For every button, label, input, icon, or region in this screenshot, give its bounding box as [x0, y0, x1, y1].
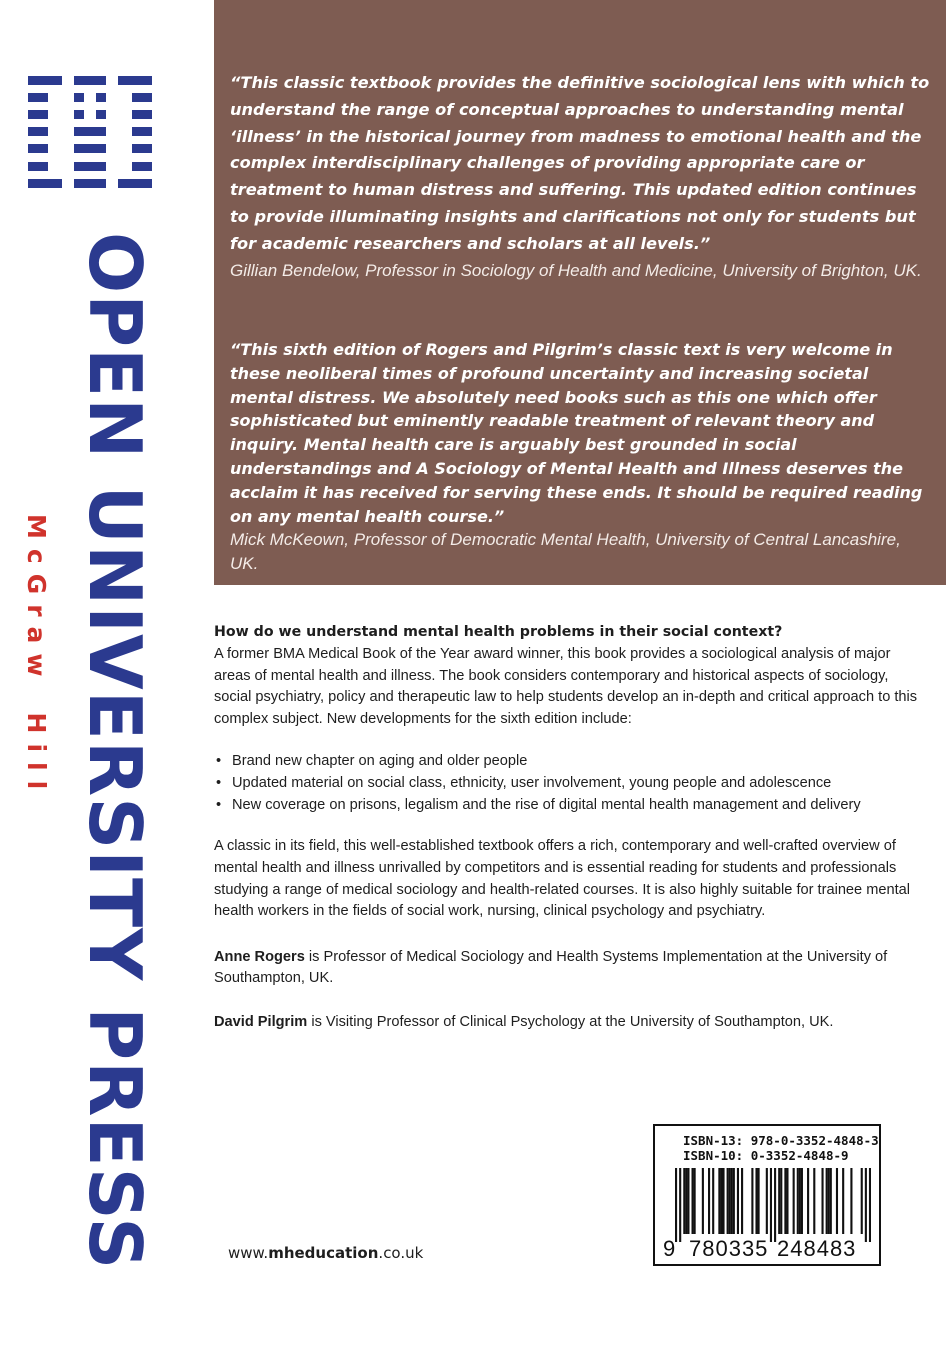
barcode-bar: [780, 1168, 782, 1234]
barcode-bar: [702, 1168, 704, 1234]
barcode-bar: [720, 1168, 722, 1234]
barcode-bar: [722, 1168, 724, 1234]
website-suffix: .co.uk: [378, 1244, 424, 1262]
barcode-bar: [731, 1168, 733, 1234]
barcode-bar: [683, 1168, 685, 1234]
barcode-bar: [679, 1168, 681, 1242]
author-bio: [214, 1012, 924, 1034]
website-domain: mheducation: [268, 1244, 379, 1262]
barcode-bar: [770, 1168, 772, 1242]
description-heading: How do we understand mental health problems in their social context?: [214, 624, 783, 640]
list-item: • Updated material on social class, ethnicity, user involvement, young people and adolescence: [214, 772, 924, 794]
barcode-bar: [801, 1168, 803, 1234]
barcode-bar: [865, 1168, 867, 1242]
isbn-barcode: [653, 1124, 881, 1266]
barcode-bar: [737, 1168, 739, 1234]
barcode-bar: [712, 1168, 714, 1234]
quote-attribution: Gillian Bendelow, Professor in Sociology of Health and Medicine, University of Brighton, UK.: [230, 260, 922, 280]
author-description: is Professor of Medical Sociology and Health Systems Implementation at the University of Southampton, UK.: [214, 948, 888, 987]
barcode-bar: [826, 1168, 828, 1234]
barcode-digit-lead: 9: [663, 1236, 676, 1261]
barcode-bar: [675, 1168, 677, 1242]
new-features-list: [214, 750, 924, 816]
website-prefix: www.: [228, 1244, 269, 1262]
open-university-logo-icon: [28, 76, 152, 188]
barcode-bar: [850, 1168, 852, 1234]
barcode-bar: [861, 1168, 863, 1234]
description-intro: A former BMA Medical Book of the Year award winner, this book provides a sociological analysis of major areas of mental health and illness. The book considers contemporary and historical aspects of sociology, social psychiatry, policy and therapeutic law to help students develop an in-depth and critical approach to this complex subject. New developments for the sixth edition include:: [214, 646, 918, 727]
barcode-bar: [836, 1168, 838, 1234]
imprint-word-2: Hill: [22, 712, 51, 800]
barcode-bar: [708, 1168, 710, 1234]
list-item: • Brand new chapter on aging and older people: [214, 750, 924, 772]
isbn-10: ISBN-10: 0-3352-4848-9: [683, 1148, 849, 1163]
barcode-bar: [828, 1168, 830, 1234]
barcode-bar: [784, 1168, 786, 1234]
book-description: [214, 620, 924, 1034]
isbn-13: ISBN-13: 978-0-3352-4848-3: [683, 1133, 879, 1148]
barcode-bar: [774, 1168, 776, 1242]
barcode-bar: [718, 1168, 720, 1234]
barcode-bar: [813, 1168, 815, 1234]
barcode-bars-icon: [675, 1168, 871, 1242]
endorsement-panel: [214, 0, 946, 585]
barcode-bar: [755, 1168, 757, 1234]
quote-attribution: Mick McKeown, Professor of Democratic Mental Health, University of Central Lancashire, UK.: [230, 530, 901, 574]
barcode-bar: [807, 1168, 809, 1234]
barcode-bar: [766, 1168, 768, 1234]
author-description: is Visiting Professor of Clinical Psychology at the University of Southampton, UK.: [307, 1013, 834, 1030]
barcode-digit-group-2: 248483: [777, 1236, 857, 1261]
barcode-bar: [727, 1168, 729, 1234]
barcode-bar: [786, 1168, 788, 1234]
description-summary: A classic in its field, this well-established textbook offers a rich, contemporary and well-crafted overview of mental health and illness unrivalled by competitors and is essential reading for students and professionals studying a range of medical sociology and health-related courses. It is also highly suitable for trainee mental health workers in the fields of social work, nursing, clinical psychology and psychiatry.: [214, 838, 911, 920]
publisher-name: OPEN UNIVERSITY PRESS: [73, 232, 157, 1271]
barcode-bar: [793, 1168, 795, 1234]
barcode-bar: [692, 1168, 694, 1234]
barcode-bar: [821, 1168, 823, 1234]
barcode-bar: [758, 1168, 760, 1234]
barcode-bar: [741, 1168, 743, 1234]
barcode-bar: [778, 1168, 780, 1234]
imprint-word-1: McGraw: [22, 514, 51, 687]
list-item: • New coverage on prisons, legalism and the rise of digital mental health management and delivery: [214, 794, 924, 816]
barcode-bar: [694, 1168, 696, 1234]
barcode-bar: [869, 1168, 871, 1242]
endorsement-quote: [230, 338, 930, 576]
barcode-bar: [733, 1168, 735, 1234]
publisher-website[interactable]: [228, 1244, 423, 1262]
imprint-name: [22, 514, 50, 799]
quote-text: “This classic textbook provides the definitive sociological lens with which to understand the range of conceptual approaches to understanding mental ‘illness’ in the historical journey from madness to emotional health and the complex interdisciplinary challenges of providing appropriate care or treatment to human distress and suffering. This updated edition continues to provide illuminating insights and clarifications not only for students but for academic researchers and scholars at all levels.”: [230, 73, 930, 253]
barcode-digit-group-1: 780335: [689, 1236, 769, 1261]
barcode-bar: [799, 1168, 801, 1234]
author-bio: [214, 947, 924, 990]
author-name: Anne Rogers: [214, 948, 305, 965]
barcode-bar: [751, 1168, 753, 1234]
barcode-bar: [797, 1168, 799, 1234]
barcode-bar: [729, 1168, 731, 1234]
endorsement-quote: [230, 70, 930, 284]
barcode-bar: [830, 1168, 832, 1234]
publisher-spine: [0, 0, 214, 1360]
author-name: David Pilgrim: [214, 1013, 308, 1030]
barcode-bar: [685, 1168, 687, 1234]
barcode-bar: [842, 1168, 844, 1234]
quote-text: “This sixth edition of Rogers and Pilgrim’s classic text is very welcome in these neoliberal times of profound uncertainty and increasing societal mental distress. We absolutely need books such as this one which offer sophisticated but eminently readable treatment of relevant theory and inquiry. Mental health care is arguably best grounded in social understandings and A Sociology of Mental Health and Illness deserves the acclaim it has received for serving these ends. It should be required reading on any mental health course.”: [230, 340, 923, 526]
barcode-bar: [687, 1168, 689, 1234]
